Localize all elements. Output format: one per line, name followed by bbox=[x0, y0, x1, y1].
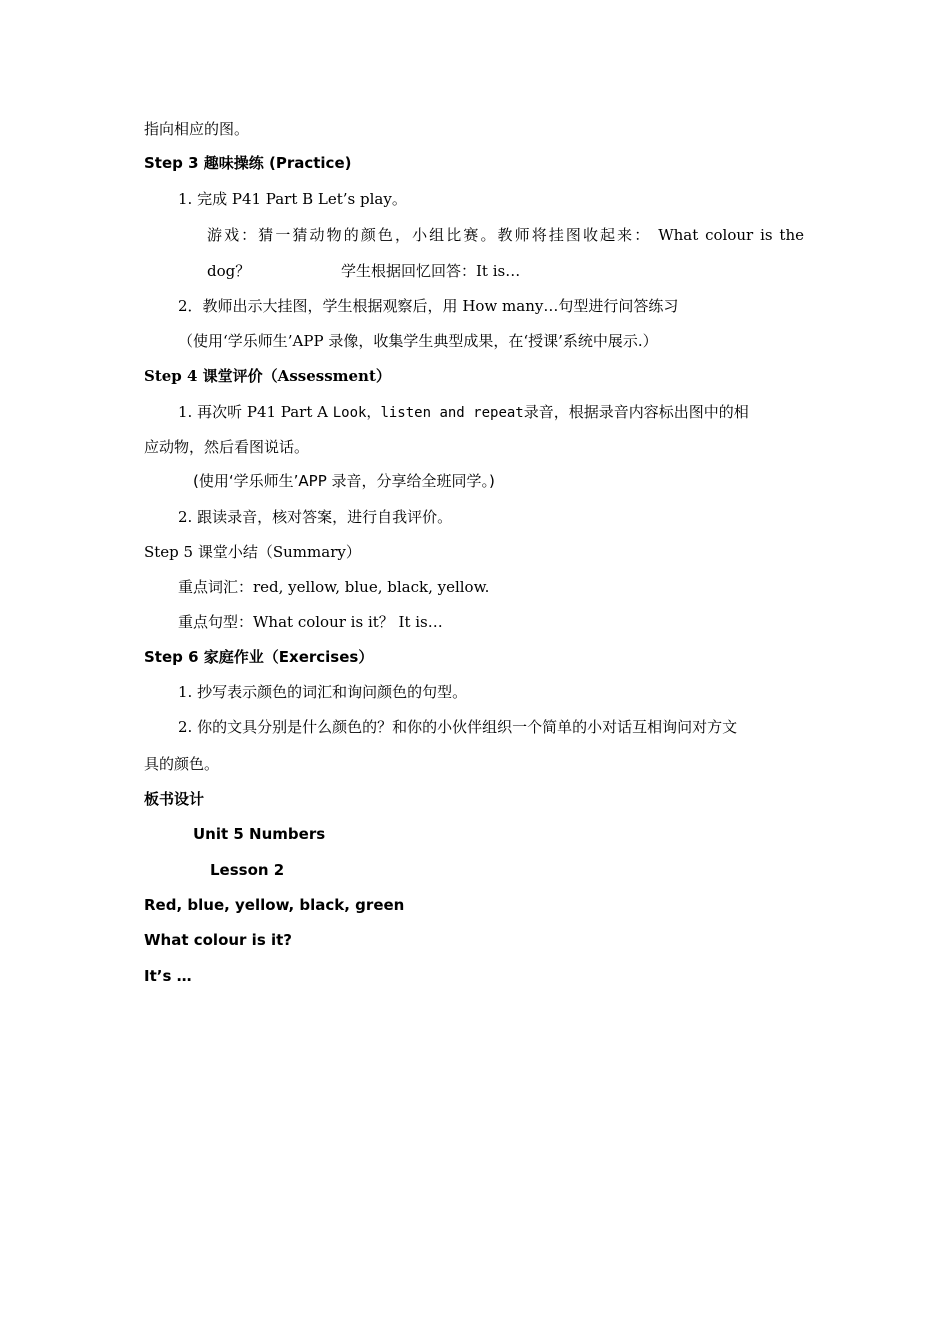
step-5-heading: Step 5 课堂小结（Summary） bbox=[144, 543, 361, 561]
text-line: 1. 完成 P41 Part B Let’s play。 bbox=[178, 190, 407, 208]
text-line: (使用‘学乐师生’APP 录音，分享给全班同学。) bbox=[193, 472, 495, 490]
text-line: 2. 跟读录音，核对答案，进行自我评价。 bbox=[178, 508, 453, 526]
step-4-heading: Step 4 课堂评价（Assessment） bbox=[144, 367, 391, 385]
text-line: 2. 你的文具分别是什么颜色的？和你的小伙伴组织一个简单的小对话互相询问对方文 bbox=[178, 718, 738, 736]
step-3-heading: Step 3 趣味操练 (Practice) bbox=[144, 154, 352, 172]
text-line: 应动物，然后看图说话。 bbox=[144, 438, 310, 456]
text-line: 1. 抄写表示颜色的词汇和询问颜色的句型。 bbox=[178, 683, 468, 701]
board-vocabulary: Red, blue, yellow, black, green bbox=[144, 896, 405, 914]
text-line: 游戏：猜一猜动物的颜色，小组比赛。教师将挂图收起来： What colour is the bbox=[207, 226, 804, 244]
board-unit-title: Unit 5 Numbers bbox=[193, 825, 326, 843]
text-line: （使用‘学乐师生’APP 录像，收集学生典型成果，在‘授课’系统中展示.） bbox=[178, 332, 658, 350]
text-line: dog？ bbox=[207, 262, 251, 280]
text-line: 2．教师出示大挂图，学生根据观察后，用 How many…句型进行问答练习 bbox=[178, 297, 679, 315]
blackboard-design-heading: 板书设计 bbox=[144, 790, 205, 808]
board-question: What colour is it? bbox=[144, 931, 292, 949]
text-line bbox=[178, 402, 749, 423]
board-answer: It’s … bbox=[144, 967, 192, 985]
board-lesson-title: Lesson 2 bbox=[210, 861, 285, 879]
text-segment: 录音，根据录音内容标出图中的相 bbox=[523, 403, 749, 421]
text-segment-mono: Look，listen and repeat bbox=[332, 405, 524, 421]
text-line: 重点词汇：red, yellow, blue, black, yellow. bbox=[178, 578, 490, 596]
text-line: 具的颜色。 bbox=[144, 755, 220, 773]
text-line: 学生根据回忆回答：It is… bbox=[341, 262, 521, 280]
text-line: 重点句型：What colour is it？ It is… bbox=[178, 613, 443, 631]
text-segment: 1. 再次听 P41 Part A bbox=[178, 403, 333, 421]
text-line: 指向相应的图。 bbox=[144, 120, 250, 138]
step-6-heading: Step 6 家庭作业（Exercises） bbox=[144, 648, 374, 666]
